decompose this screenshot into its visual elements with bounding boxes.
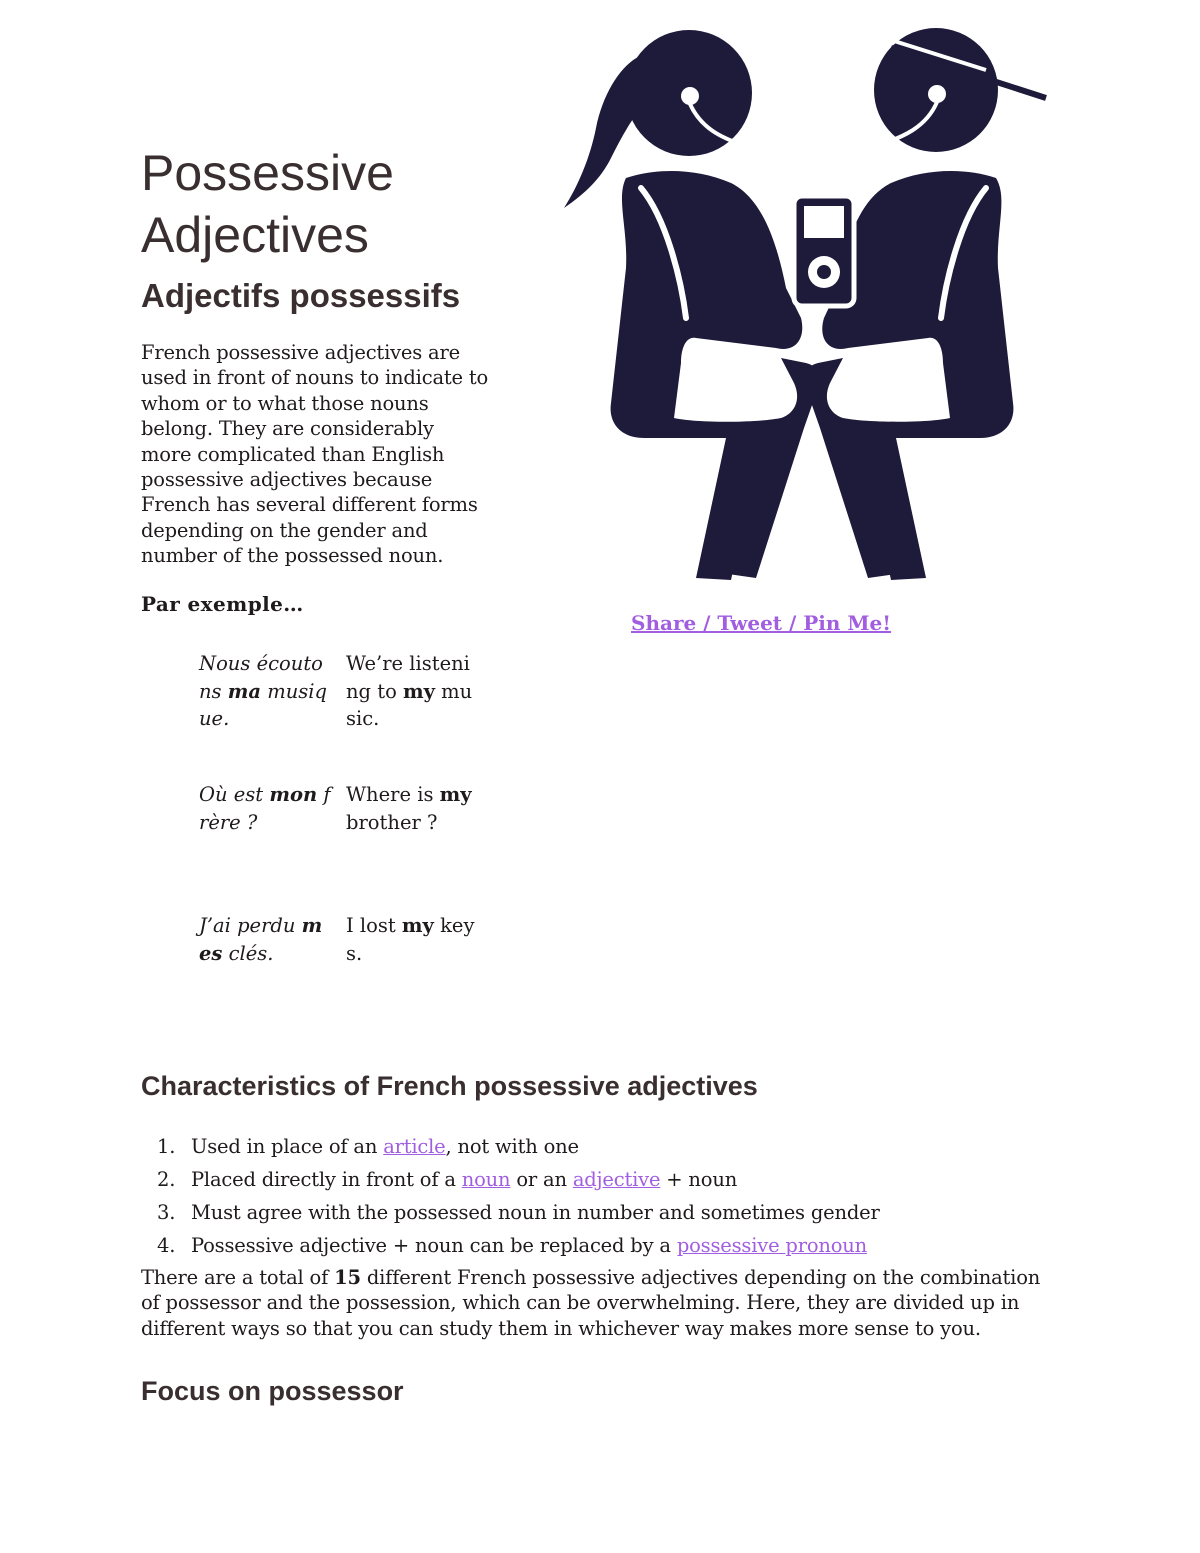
page-title: Possessive Adjectives <box>141 145 394 263</box>
adjective-link[interactable]: adjective <box>572 1168 661 1191</box>
example-french: Où est mon frère ? <box>199 783 331 834</box>
characteristics-heading: Characteristics of French possessive adjectives <box>141 1071 758 1101</box>
intro-paragraph: French possessive adjectives are used in front of nouns to indicate to whom or to what those nouns belong. They are considerably more complicated than English possessive adjectives because French has several different forms depending on the gender and number of the possessed noun. <box>141 341 489 568</box>
list-item: 3. Must agree with the possessed noun in number and sometimes gender <box>157 1201 880 1224</box>
share-link[interactable]: Share / Tweet / Pin Me! <box>631 611 892 635</box>
focus-heading: Focus on possessor <box>141 1376 404 1406</box>
example-french: Nous écoutons ma musique. <box>199 652 328 730</box>
page-subtitle: Adjectifs possessifs <box>141 277 461 314</box>
couple-music-player-illustration <box>556 18 1056 583</box>
characteristics-list <box>141 1130 1061 1262</box>
example-french: J’ai perdu mes clés. <box>199 914 323 965</box>
summary-paragraph: There are a total of 15 different French possessive adjectives depending on the combination of possessor and the possession, which can be overwhelming. Here, they are divided up in different ways so that you can study them in whichever way makes more sense to you. <box>141 1266 1041 1340</box>
noun-link[interactable]: noun <box>461 1168 511 1191</box>
example-english: Where is my brother ? <box>346 783 472 834</box>
list-item: 2. Placed directly in front of a noun or an adjective + noun <box>157 1168 738 1191</box>
possessive-pronoun-link[interactable]: possessive pronoun <box>676 1234 867 1257</box>
list-item: 4. Possessive adjective + noun can be replaced by a possessive pronoun <box>157 1234 867 1257</box>
example-english: I lost my keys. <box>346 914 475 965</box>
example-english: We’re listening to my music. <box>346 652 473 730</box>
article-link[interactable]: article <box>383 1135 446 1158</box>
examples-heading: Par exemple… <box>141 592 304 616</box>
list-item: 1. Used in place of an article, not with one <box>157 1135 579 1158</box>
